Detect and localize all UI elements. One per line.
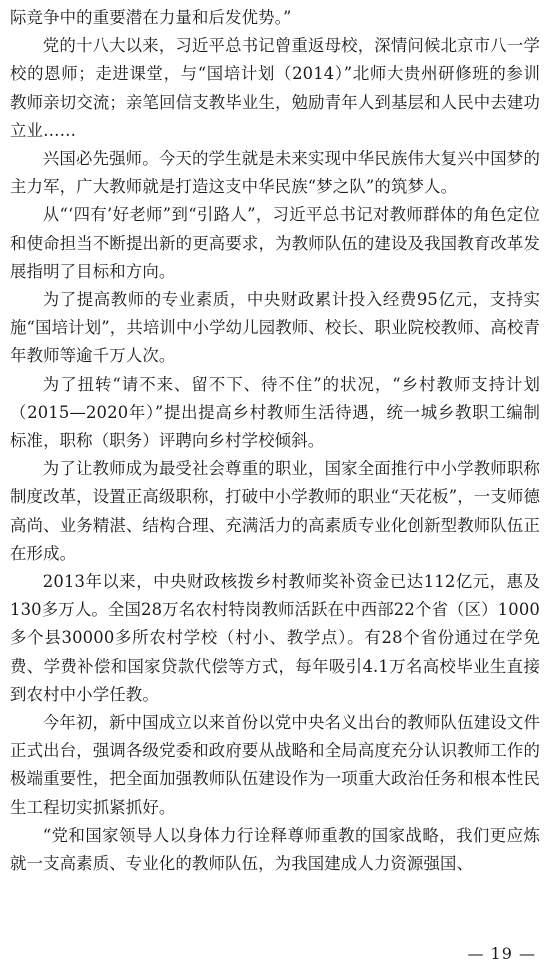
paragraph: 为了扭转“请不来、留不下、待不住”的状况，“乡村教师支持计划（2015—2020年）”提出提高乡村教师生活待遇，统一城乡教职工编制标准，职称（职务）评聘向乡村学校倾斜。 xyxy=(10,374,540,451)
paragraph: 为了让教师成为最受社会尊重的职业，国家全面推行中小学教师职称制度改革，设置正高级职称，打破中小学教师的职业“天花板”，一支师德高尚、业务精湛、结构合理、充满活力的高素质专业化创新型教师队伍正在形成。 xyxy=(10,459,540,563)
paragraph: 2013年以来，中央财政核拨乡村教师奖补资金已达112亿元，惠及130多万人。全国28万名农村特岗教师活跃在中西部22个省（区）1000多个县30000多所农村学校（村小、教学点）。有28个省份通过在学免费、学费补偿和国家贷款代偿等方式，每年吸引4.1万名高校毕业生直接到农村中小学任教。 xyxy=(10,572,540,704)
page-number: — 19 — xyxy=(467,944,536,963)
paragraph: 兴国必先强师。今天的学生就是未来实现中华民族伟大复兴中国梦的主力军，广大教师就是打造这支中华民族“梦之队”的筑梦人。 xyxy=(10,149,540,197)
paragraph: 今年初，新中国成立以来首份以党中央名义出台的教师队伍建设文件正式出台，强调各级党委和政府要从战略和全局高度充分认识教师工作的极端重要性，把全面加强教师队伍建设作为一项重大政治任务和根本性民生工程切实抓紧抓好。 xyxy=(10,713,540,817)
paragraph: 党的十八大以来，习近平总书记曾重返母校，深情问候北京市八一学校的恩师；走进课堂，与“国培计划（2014）”北师大贵州研修班的参训教师亲切交流；亲笔回信支教毕业生，勉励青年人到基层和人民中去建功立业…… xyxy=(10,36,540,140)
paragraph: “党和国家领导人以身体力行诠释尊师重教的国家战略，我们更应炼就一支高素质、专业化的教师队伍，为我国建成人力资源强国、 xyxy=(10,825,540,874)
document-page xyxy=(10,4,540,878)
paragraph: 为了提高教师的专业素质，中央财政累计投入经费95亿元，支持实施“国培计划”，共培训中小学幼儿园教师、校长、职业院校教师、高校青年教师等逾千万人次。 xyxy=(10,290,540,366)
paragraph-continuation: 际竞争中的重要潜在力量和后发优势。” xyxy=(10,8,292,27)
paragraph: 从“‘四有’好老师”到“引路人”，习近平总书记对教师群体的角色定位和使命担当不断提出新的更高要求，为教师队伍的建设及我国教育改革发展指明了目标和方向。 xyxy=(10,205,540,281)
